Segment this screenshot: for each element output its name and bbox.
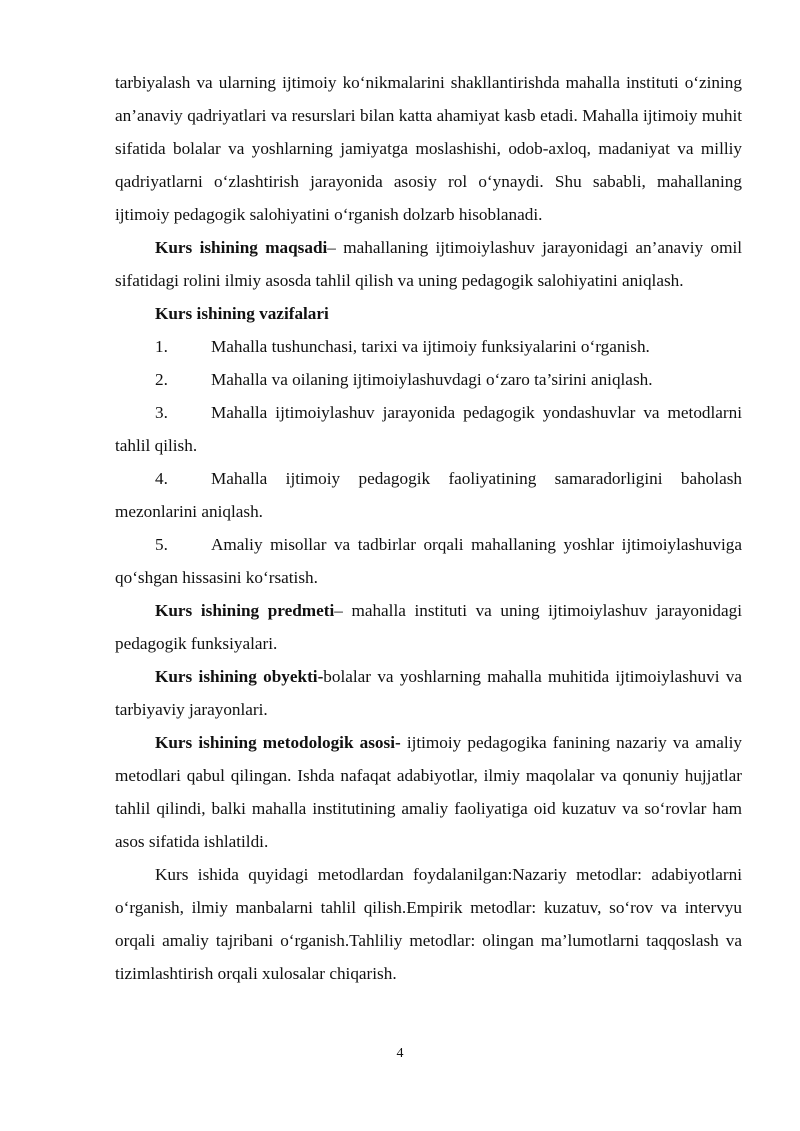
task-item [115,396,742,462]
goal-text: – mahallaning ijtimoiylashuv jarayonidagi an’anaviy omil sifatidagi rolini ilmiy asosda tahlil qilish va uning pedagogik salohiyatini aniqlash. [115,238,742,290]
task-text: Mahalla ijtimoiy pedagogik faoliyatining samaradorligini baholash mezonlarini aniqlash. [115,469,742,521]
task-number: 4. [155,469,168,488]
object-text: bolalar va yoshlarning mahalla muhitida ijtimoiylashuvi va tarbiyaviy jarayonlari. [115,667,743,719]
goal-paragraph [115,231,742,297]
task-item [115,363,742,396]
object-paragraph [115,660,742,726]
methods-paragraph: Kurs ishida quyidagi metodlardan foydalanilgan:Nazariy metodlar: adabiyotlarni o‘rganish, ilmiy manbalarni tahlil qilish.Empirik metodlar: kuzatuv, so‘rov va intervyu orqali amaliy tajribani o‘rganish.Tahliliy metodlar: olingan ma’lumotlarni taqqoslash va tizimlashtirish orqali xulosalar chiqarish. [115,865,742,983]
task-number: 1. [155,337,168,356]
task-item [115,462,742,528]
methodology-text: ijtimoiy pedagogika fanining nazariy va amaliy metodlari qabul qilingan. Ishda nafaqat adabiyotlar, ilmiy maqolalar va qonuniy hujjatlar tahlil qilindi, balki mahalla institutining amaliy faoliyatiga oid kuzatuv va so‘rovlar ham asos sifatida ishlatildi. [115,733,742,851]
task-text: Mahalla tushunchasi, tarixi va ijtimoiy funksiyalarini o‘rganish. [211,337,650,356]
methodology-label: Kurs ishining metodologik asosi- [155,733,401,752]
goal-label: Kurs ishining maqsadi [155,238,328,257]
task-text: Mahalla va oilaning ijtimoiylashuvdagi o‘zaro ta’sirini aniqlash. [211,370,653,389]
page-number: 4 [396,1046,404,1061]
object-label: Kurs ishining obyekti- [155,667,324,686]
task-item [115,528,742,594]
subject-label: Kurs ishining predmeti [155,601,335,620]
task-item [115,330,742,363]
tasks-heading: Kurs ishining vazifalari [155,304,329,323]
document-page [115,66,742,990]
task-number: 5. [155,535,168,554]
subject-text: – mahalla instituti va uning ijtimoiylashuv jarayonidagi pedagogik funksiyalari. [115,601,742,653]
task-number: 2. [155,370,168,389]
task-text: Amaliy misollar va tadbirlar orqali mahallaning yoshlar ijtimoiylashuviga qo‘shgan hissasini ko‘rsatish. [115,535,742,587]
intro-paragraph: tarbiyalash va ularning ijtimoiy ko‘nikmalarini shakllantirishda mahalla instituti o‘zining an’anaviy qadriyatlari va resurslari bilan katta ahamiyat kasb etadi. Mahalla ijtimoiy muhit sifatida bolalar va yoshlarning jamiyatga moslashishi, odob-axloq, madaniyat va milliy qadriyatlarni o‘zlashtirish jarayonida asosiy rol o‘ynaydi. Shu sababli, mahallaning ijtimoiy pedagogik salohiyatini o‘rganish dolzarb hisoblanadi. [115,73,742,224]
task-text: Mahalla ijtimoiylashuv jarayonida pedagogik yondashuvlar va metodlarni tahlil qilish. [115,403,742,455]
task-number: 3. [155,403,168,422]
methodology-paragraph [115,726,742,858]
subject-paragraph [115,594,742,660]
